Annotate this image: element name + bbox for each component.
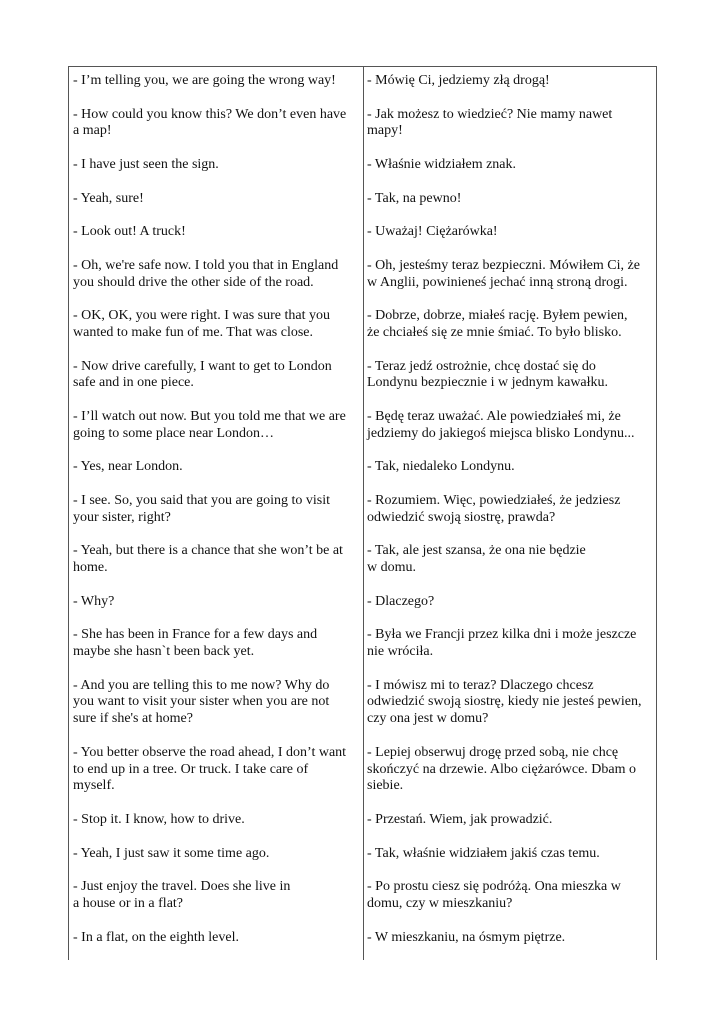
english-line: - OK, OK, you were right. I was sure that you wanted to make fun of me. That was close. [73, 308, 330, 340]
polish-line: - Przestań. Wiem, jak prowadzić. [367, 812, 553, 828]
polish-line: - Dobrze, dobrze, miałeś rację. Byłem pewien, że chciałeś się ze mnie śmiać. To było blisko. [367, 308, 628, 340]
english-line: - Yeah, I just saw it some time ago. [73, 845, 270, 861]
english-line: - Look out! A truck! [73, 224, 186, 240]
polish-line: - Była we Francji przez kilka dni i może jeszcze nie wróciła. [367, 627, 637, 660]
polish-line: - Mówię Ci, jedziemy złą drogą! [367, 73, 550, 88]
polish-line: - I mówisz mi to teraz? Dlaczego chcesz odwiedzić swoją siostrę, kiedy nie jesteś pewien, czy ona jest w domu? [367, 677, 642, 727]
polish-line: - Będę teraz uważać. Ale powiedziałeś mi, że jedziemy do jakiegoś miejsca blisko Londynu... [367, 408, 635, 441]
english-line: - I’ll watch out now. But you told me that we are going to some place near London… [73, 408, 346, 441]
polish-line: - Lepiej obserwuj drogę przed sobą, nie chcę skończyć na drzewie. Albo ciężarówce. Dbam o siebie. [367, 744, 636, 794]
column-divider [363, 67, 364, 960]
english-line: - I’m telling you, we are going the wrong way! [73, 73, 336, 88]
polish-line: - Oh, jesteśmy teraz bezpieczni. Mówiłem Ci, że w Anglii, powinieneś jechać inną stroną drogi. [367, 257, 640, 290]
english-line: - She has been in France for a few days and maybe she hasn`t been back yet. [73, 627, 318, 660]
english-line: - Now drive carefully, I want to get to London safe and in one piece. [73, 358, 332, 391]
polish-line: - Tak, na pewno! [367, 190, 462, 206]
polish-line: - Tak, ale jest szansa, że ona nie będzie w domu. [367, 543, 586, 576]
english-line: - I have just seen the sign. [73, 156, 219, 172]
english-line: - How could you know this? We don’t even have a map! [73, 106, 347, 139]
english-line: - Just enjoy the travel. Does she live in a house or in a flat? [73, 879, 291, 912]
english-line: - You better observe the road ahead, I don’t want to end up in a tree. Or truck. I take care of myself. [73, 744, 347, 794]
english-line: - Yeah, sure! [73, 190, 144, 206]
english-line: - Why? [73, 593, 115, 609]
polish-line: - Tak, właśnie widziałem jakiś czas temu. [367, 845, 600, 861]
english-line: - In a flat, on the eighth level. [73, 929, 239, 945]
polish-line: - Teraz jedź ostrożnie, chcę dostać się do Londynu bezpiecznie i w jednym kawałku. [367, 358, 609, 391]
dialogue-table [68, 66, 657, 960]
english-line: - Stop it. I know, how to drive. [73, 812, 245, 828]
english-column [73, 73, 359, 963]
polish-line: - Rozumiem. Więc, powiedziałeś, że jedziesz odwiedzić swoją siostrę, prawda? [367, 492, 621, 525]
polish-line: - Po prostu ciesz się podróżą. Ona mieszka w domu, czy w mieszkaniu? [367, 879, 621, 912]
english-line: - Oh, we're safe now. I told you that in England you should drive the other side of the road. [73, 257, 339, 290]
polish-line: - Uważaj! Ciężarówka! [367, 224, 498, 240]
english-line: - Yeah, but there is a chance that she won’t be at home. [73, 543, 343, 576]
polish-line: - Jak możesz to wiedzieć? Nie mamy nawet mapy! [367, 106, 613, 139]
polish-line: - W mieszkaniu, na ósmym piętrze. [367, 929, 566, 945]
polish-line: - Dlaczego? [367, 593, 435, 609]
english-line: - And you are telling this to me now? Why do you want to visit your sister when you are not sure if she's at home? [73, 677, 330, 727]
english-line: - Yes, near London. [73, 459, 183, 475]
polish-line: - Właśnie widziałem znak. [367, 156, 517, 172]
english-line: - I see. So, you said that you are going to visit your sister, right? [73, 492, 331, 525]
polish-column [367, 73, 655, 963]
polish-line: - Tak, niedaleko Londynu. [367, 459, 515, 475]
